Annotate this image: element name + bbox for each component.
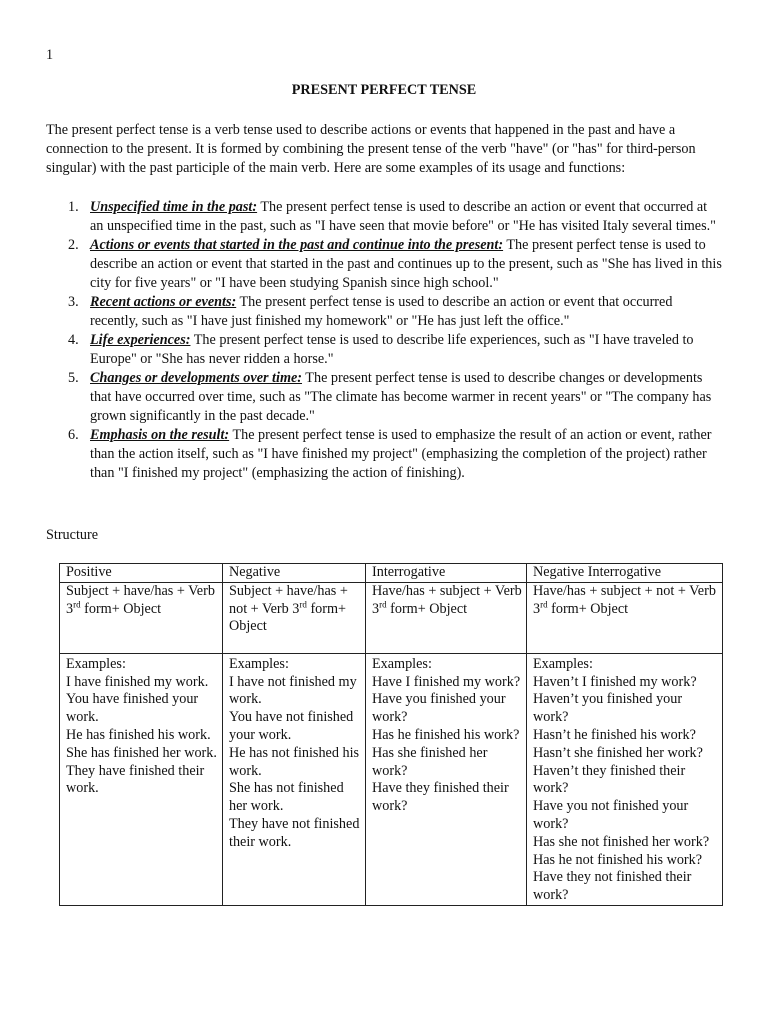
example-sentence: Have I finished my work?: [372, 673, 521, 690]
header-cell-negative: Negative: [223, 564, 366, 583]
page-title: PRESENT PERFECT TENSE: [291, 82, 477, 98]
header-cell-negative-interrogative: Negative Interrogative: [527, 564, 723, 583]
formula-superscript: rd: [73, 598, 81, 609]
list-item-number: 1.: [68, 199, 79, 215]
formula-cell-positive: [60, 582, 223, 653]
example-sentence: Hasn’t she finished her work?: [533, 744, 703, 761]
example-sentence: They have not finished their work.: [229, 815, 360, 850]
list-item-number: 4.: [68, 332, 79, 348]
usage-list: [46, 198, 722, 483]
list-item-term: Emphasis on the result:: [90, 427, 230, 443]
example-sentence: They have finished their work.: [66, 762, 205, 797]
list-item-text: The present perfect tense is used to describe an action or event that occurred at an unspecified time in the past, such as "I have seen that movie before" or "He has visited Italy several times.": [90, 199, 716, 234]
list-item-term: Life experiences:: [90, 332, 191, 348]
formula-cell-interrogative: [366, 582, 527, 653]
list-item-number: 5.: [68, 370, 79, 386]
examples-cell-interrogative: [366, 653, 527, 905]
header-cell-interrogative: Interrogative: [366, 564, 527, 583]
table-header-row: [60, 564, 723, 583]
formula-text: form+ Object: [547, 600, 629, 617]
formula-superscript: rd: [379, 598, 387, 609]
example-sentence: You have finished your work.: [66, 691, 199, 726]
list-item-text: The present perfect tense is used to describe an action or event that occurred recently, such as "I have just finished my homework" or "He has just left the office.": [90, 294, 673, 329]
formula-text: Subject + have/has + Verb 3: [66, 582, 215, 617]
list-item-text: The present perfect tense is used to emphasize the result of an action or event, rather than the action itself, such as "I have finished my project" (emphasizing the completion of the project) rather than "I finished my project" (emphasizing the action of finishing).: [90, 427, 712, 481]
formula-cell-negative: [223, 582, 366, 653]
example-sentence: I have not finished my work.: [229, 673, 357, 708]
list-item: [46, 198, 722, 236]
list-item: [46, 369, 722, 426]
examples-cell-negative-interrogative: [527, 653, 723, 905]
example-sentence: She has finished her work.: [66, 744, 217, 761]
table-row: [60, 582, 723, 653]
example-sentence: You have not finished your work.: [229, 709, 354, 743]
structure-table: [59, 563, 723, 906]
example-sentence: He has not finished his work.: [229, 744, 360, 779]
list-item-number: 6.: [68, 427, 79, 443]
example-sentence: Have they finished their work?: [372, 780, 509, 815]
header-cell-positive: Positive: [60, 564, 223, 583]
list-item: [46, 293, 722, 331]
examples-label: Examples:: [229, 655, 289, 672]
example-sentence: Has she not finished her work?: [533, 833, 710, 850]
formula-text: Have/has + subject + Verb 3: [372, 582, 522, 617]
formula-text: form+ Object: [386, 600, 468, 617]
list-item-text: The present perfect tense is used to describe an action or event that started in the past and continues up to the present, such as "She has lived in this city for five years" or "I have been studying Spanish since high school.": [90, 237, 722, 291]
table-row: [60, 653, 723, 905]
list-item-term: Changes or developments over time:: [90, 370, 303, 386]
example-sentence: Hasn’t he finished his work?: [533, 726, 696, 743]
list-item: [46, 236, 722, 293]
list-item: [46, 331, 722, 369]
list-item-number: 2.: [68, 237, 79, 253]
example-sentence: Has she finished her work?: [372, 744, 488, 779]
example-sentence: She has not finished her work.: [229, 780, 344, 815]
example-sentence: I have finished my work.: [66, 673, 209, 690]
formula-text: Subject + have/has + not + Verb 3: [229, 582, 348, 617]
example-sentence: Haven’t you finished your work?: [533, 691, 683, 726]
list-item-term: Actions or events that started in the past and continue into the present:: [90, 237, 504, 253]
formula-superscript: rd: [540, 598, 548, 609]
list-item-text: The present perfect tense is used to describe changes or developments that have occurred over time, such as "The climate has become warmer in recent years" or "The company has grown significantly in the past decade.": [90, 370, 712, 424]
example-sentence: He has finished his work.: [66, 726, 211, 743]
list-item: [46, 426, 722, 483]
examples-cell-positive: [60, 653, 223, 905]
example-sentence: Haven’t I finished my work?: [533, 673, 697, 690]
example-sentence: Have they not finished their work?: [533, 869, 692, 904]
list-item-term: Unspecified time in the past:: [90, 199, 258, 215]
list-item-term: Recent actions or events:: [90, 294, 237, 310]
list-item-text: The present perfect tense is used to describe life experiences, such as "I have traveled to Europe" or "She has never ridden a horse.": [90, 332, 694, 367]
example-sentence: Have you not finished your work?: [533, 798, 689, 832]
formula-superscript: rd: [299, 598, 307, 609]
intro-paragraph: The present perfect tense is a verb tense used to describe actions or events that happened in the past and have a connection to the present. It is formed by combining the present tense of the verb "have" (or "has" for third-person singular) with the past participle of the main verb. Here are some examples of its usage and functions:: [46, 122, 696, 176]
formula-cell-negative-interrogative: [527, 582, 723, 653]
formula-text: Have/has + subject + not + Verb 3: [533, 582, 716, 617]
formula-text: form+ Object: [80, 600, 162, 617]
formula-text: form+ Object: [229, 600, 347, 635]
example-sentence: Has he finished his work?: [372, 726, 520, 743]
example-sentence: Have you finished your work?: [372, 691, 506, 726]
list-item-number: 3.: [68, 294, 79, 310]
examples-cell-negative: [223, 653, 366, 905]
examples-label: Examples:: [66, 655, 126, 672]
examples-label: Examples:: [372, 655, 432, 672]
example-sentence: Has he not finished his work?: [533, 851, 703, 868]
example-sentence: Haven’t they finished their work?: [533, 762, 686, 797]
structure-heading: Structure: [46, 527, 99, 543]
page-number: 1: [46, 47, 54, 63]
examples-label: Examples:: [533, 655, 593, 672]
